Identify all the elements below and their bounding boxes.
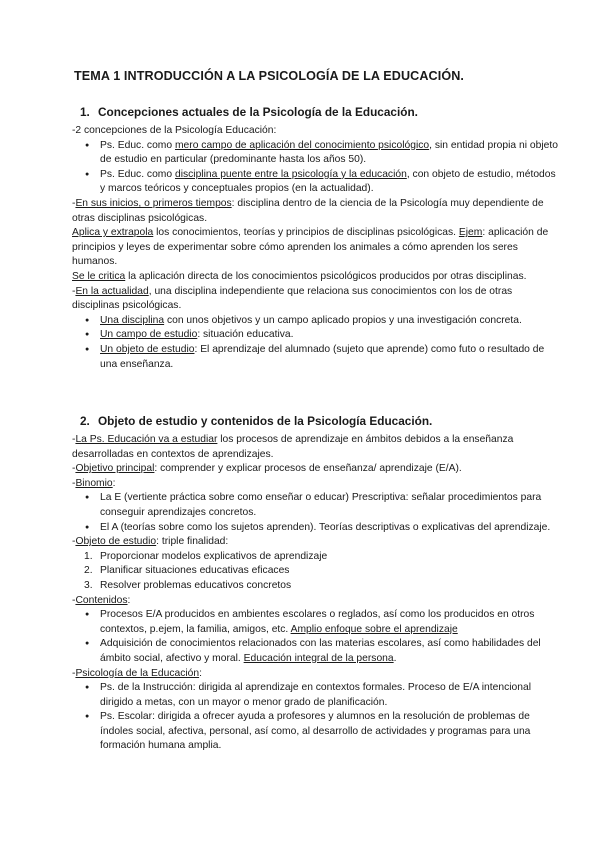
list-item: ● La E (vertiente práctica sobre como enseñar o educar) Prescriptiva: señalar procedimientos para conseguir aprendizajes concretos.: [72, 491, 562, 520]
underlined-text: Un campo de estudio: [100, 329, 198, 341]
list-item: ● Ps. Escolar: dirigida a ofrecer ayuda a profesores y alumnos en la resolución de problemas de índoles social, afectiva, personal, así como, al desarrollo de actividades y programas para una formación humana amplia.: [72, 710, 562, 754]
paragraph: [72, 270, 562, 285]
text: Procesos E/A producidos en ambientes escolares o reglados, así como los producidos en otros contextos, p.ejem, la familia, amigos, etc.: [100, 609, 535, 635]
text: Proporcionar modelos explicativos de aprendizaje: [100, 550, 328, 562]
text: los conocimientos, teorías y principios de disciplinas psicológicas.: [153, 227, 459, 239]
underlined-text: Objeto de estudio: [75, 536, 157, 548]
list-item: [72, 343, 562, 372]
underlined-text: Amplio enfoque sobre el aprendizaje: [290, 623, 458, 635]
paragraph: -2 concepciones de la Psicología Educación:: [72, 125, 277, 136]
underlined-text: Se le critica: [72, 270, 126, 282]
list-item: [72, 579, 562, 594]
text: -: [72, 594, 76, 606]
text: -: [72, 434, 76, 445]
text: .: [393, 652, 397, 664]
list-item: [72, 608, 562, 637]
text: :: [127, 594, 131, 606]
document-title: TEMA 1 INTRODUCCIÓN A LA PSICOLOGÍA DE LA EDUCACIÓN.: [74, 69, 465, 83]
underlined-text: Educación integral de la persona: [243, 652, 394, 664]
text: :: [199, 667, 202, 679]
text: con unos objetivos y un campo aplicado propios y una investigación concreta.: [164, 314, 522, 326]
paragraph: [72, 197, 562, 226]
text: :: [112, 477, 116, 489]
text: : aplicación de principios y leyes de experimentar sobre cómo aprenden los animales a cómo aprenden los seres humanos.: [72, 227, 549, 268]
underlined-text: Psicología de la Educación: [75, 667, 200, 679]
section-number: 2.: [80, 414, 90, 428]
text: : triple finalidad:: [156, 536, 229, 548]
text: Ps. Educ. como: [100, 168, 175, 180]
text: , sin entidad propia ni objeto de estudio en particular (predominante hasta los años 50).: [100, 139, 558, 166]
list-item: ● Ps. de la Instrucción: dirigida al aprendizaje en contextos formales. Proceso de E/A intencional dirigido a metas, con un mayor o menor grado de planificación.: [72, 681, 562, 710]
paragraph: [72, 477, 562, 492]
text: , con objeto de estudio, métodos y marcos teóricos y conceptuales propios (en la actualidad).: [100, 168, 556, 195]
underlined-text: mero campo de aplicación del conocimiento psicológico: [174, 139, 430, 151]
text: : comprender y explicar procesos de enseñanza/ aprendizaje (E/A).: [154, 463, 462, 475]
underlined-text: En la actualidad: [75, 285, 149, 297]
bullet-list: [72, 491, 562, 535]
text: -: [72, 477, 76, 489]
list-number: 2.: [84, 565, 93, 577]
text: : situación educativa.: [197, 329, 294, 341]
list-item: [72, 168, 562, 197]
text: -: [72, 197, 76, 209]
underlined-text: Binomio: [75, 477, 113, 489]
section-2: [72, 413, 562, 754]
list-item: [72, 314, 562, 329]
paragraph: [72, 433, 562, 462]
underlined-text: Ejem: [458, 227, 483, 239]
section-1-heading: [80, 104, 562, 120]
text: la aplicación directa de los conocimientos psicológicos producidos por otras disciplinas.: [125, 270, 527, 282]
list-number: 1.: [84, 550, 93, 562]
text: , una disciplina independiente que relaciona sus conocimientos con los de otras disciplinas psicológicas.: [72, 285, 513, 312]
text: Planificar situaciones educativas eficaces: [100, 565, 290, 577]
section-1: [72, 104, 562, 372]
underlined-text: Contenidos: [75, 594, 128, 606]
text: -: [72, 667, 76, 679]
paragraph: [72, 594, 562, 609]
list-item: ● El A (teorías sobre como los sujetos aprenden). Teorías descriptivas o explicativas del aprendizaje.: [72, 521, 562, 536]
bullet-list: [72, 314, 562, 372]
bullet-list: [72, 681, 562, 754]
text: : disciplina dentro de la ciencia de la Psicología muy dependiente de otras disciplinas psicológicas.: [72, 197, 544, 224]
text: -: [72, 463, 76, 475]
text: : El aprendizaje del alumnado (sujeto que aprende) como futo o resultado de una enseñanza.: [100, 343, 545, 370]
text: -: [72, 285, 76, 297]
underlined-text: Objetivo principal: [75, 463, 155, 475]
section-title: Concepciones actuales de la Psicología de la Educación.: [98, 105, 418, 119]
list-item: [72, 139, 562, 168]
numbered-list: [72, 550, 562, 594]
list-item: [72, 328, 562, 343]
paragraph: [72, 667, 562, 682]
list-number: 3.: [84, 579, 93, 591]
underlined-text: disciplina puente entre la psicología y la educación: [174, 168, 407, 180]
paragraph: [72, 226, 562, 270]
text: Resolver problemas educativos concretos: [100, 579, 292, 591]
underlined-text: Aplica y extrapola: [72, 227, 154, 239]
text: Ps. Educ. como: [100, 139, 175, 151]
underlined-text: En sus inicios, o primeros tiempos: [75, 197, 232, 209]
paragraph: [72, 462, 562, 477]
list-item: [72, 564, 562, 579]
underlined-text: La Ps. Educación va a estudiar: [75, 434, 218, 445]
text: -: [72, 536, 76, 548]
underlined-text: Una disciplina: [100, 314, 165, 326]
section-number: 1.: [80, 105, 90, 119]
section-2-heading: [80, 413, 562, 429]
list-item: [72, 637, 562, 666]
text: Adquisición de conocimientos relacionados con las materias escolares, así como habilidades del ámbito social, afectivo y moral.: [100, 638, 541, 664]
paragraph: [72, 285, 562, 314]
bullet-list: [72, 139, 562, 197]
paragraph: [72, 535, 562, 550]
list-item: [72, 550, 562, 565]
bullet-list: [72, 608, 562, 666]
section-title: Objeto de estudio y contenidos de la Psicología Educación.: [98, 414, 433, 428]
text: los procesos de aprendizaje en ámbitos debidos a la enseñanza desarrolladas en contextos de aprendizajes.: [72, 434, 514, 460]
underlined-text: Un objeto de estudio: [100, 343, 195, 355]
